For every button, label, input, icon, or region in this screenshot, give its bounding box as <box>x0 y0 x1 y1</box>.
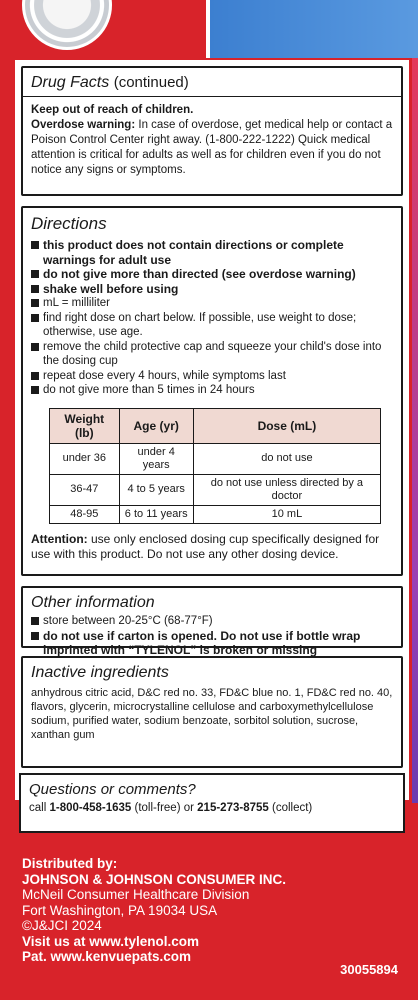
questions-title: Questions or comments? <box>29 781 196 798</box>
product-code: 30055894 <box>340 962 398 977</box>
table-header-cell: Age (yr) <box>119 408 193 443</box>
facts-title <box>31 74 393 92</box>
seal-icon <box>22 0 112 50</box>
dosing-table <box>49 408 381 524</box>
patents-link: Pat. www.kenvuepats.com <box>22 949 192 964</box>
other-info-box <box>21 586 403 657</box>
edge-stripe <box>412 58 418 803</box>
table-cell: 4 to 5 years <box>119 474 193 505</box>
facts-box <box>21 66 403 196</box>
keep-out-text: Keep out of reach of children. <box>31 104 194 116</box>
table-header-cell: Weight (lb) <box>50 408 120 443</box>
direction-item: shake well before using <box>31 282 393 297</box>
other-info-item: store between 20-25°C (68-77°F) <box>31 614 393 629</box>
top-strip <box>0 0 418 58</box>
direction-item: find right dose on chart below. If possible, use weight to dose; otherwise, use age. <box>31 311 393 340</box>
table-row <box>50 443 381 474</box>
direction-item: do not give more than directed (see overdose warning) <box>31 267 393 282</box>
company-address: Fort Washington, PA 19034 USA <box>22 902 218 918</box>
overdose-text: In case of overdose, get medical help or contact a Poison Control Center right away. (1-800-222-1222) Quick medical attention is critical for adults as well as for children even if you do not notice any signs or symptoms. <box>31 119 393 176</box>
questions-text <box>29 801 395 816</box>
direction-item: mL = milliliter <box>31 296 393 311</box>
drug-facts-panel <box>13 58 411 802</box>
directions-list <box>31 238 393 398</box>
direction-item: do not give more than 5 times in 24 hours <box>31 383 393 398</box>
direction-item: remove the child protective cap and squeeze your child's dose into the dosing cup <box>31 340 393 369</box>
facts-title-text: Drug Facts <box>31 74 110 91</box>
dosing-table-header <box>50 408 381 443</box>
phone-collect-note: (collect) <box>271 802 313 814</box>
company-name: JOHNSON & JOHNSON CONSUMER INC. <box>22 871 287 887</box>
directions-box <box>21 206 403 576</box>
blue-band <box>206 0 418 58</box>
distributed-by: Distributed by: <box>22 856 118 871</box>
table-cell: do not use <box>193 443 380 474</box>
table-cell: do not use unless directed by a doctor <box>193 474 380 505</box>
other-info-title: Other information <box>31 594 155 611</box>
division-name: McNeil Consumer Healthcare Division <box>22 887 250 902</box>
dosing-table-body <box>50 443 381 523</box>
direction-item: this product does not contain directions or complete warnings for adult use <box>31 238 393 267</box>
attention-note <box>31 532 393 562</box>
other-info-item: do not use if carton is opened. Do not use if bottle wrap imprinted with “TYLENOL” is broken or missing <box>31 629 393 658</box>
attention-text: use only enclosed dosing cup specifically designed for use with this product. Do not use any other dosing device. <box>31 531 380 561</box>
attention-label: Attention: <box>31 531 88 546</box>
overdose-label: Overdose warning: <box>31 119 136 131</box>
table-cell: under 4 years <box>119 443 193 474</box>
table-row <box>50 474 381 505</box>
inactive-text: anhydrous citric acid, D&C red no. 33, FD&C blue no. 1, FD&C red no. 40, flavors, glycerin, microcrystalline cellulose and carboxymethylcellulose sodium, purified water, sodium benzoate, sorbitol solution, sucrose, xanthan gum <box>31 687 393 741</box>
table-row <box>50 505 381 523</box>
inactive-title: Inactive ingredients <box>31 664 169 681</box>
table-cell: 36-47 <box>50 474 120 505</box>
table-cell: under 36 <box>50 443 120 474</box>
table-cell: 10 mL <box>193 505 380 523</box>
table-cell: 6 to 11 years <box>119 505 193 523</box>
directions-title: Directions <box>31 214 107 233</box>
website-link: Visit us at www.tylenol.com <box>22 933 200 949</box>
questions-card <box>19 773 405 833</box>
overdose-warning <box>31 118 393 178</box>
table-cell: 48-95 <box>50 505 120 523</box>
phone-collect: 215-273-8755 <box>197 802 269 814</box>
facts-title-suffix: (continued) <box>113 74 189 91</box>
distribution-info <box>22 856 286 965</box>
inactive-box <box>21 656 403 768</box>
copyright: ©J&JCI 2024 <box>22 918 102 933</box>
phone-tollfree-note: (toll-free) or <box>134 802 194 814</box>
direction-item: repeat dose every 4 hours, while symptoms last <box>31 369 393 384</box>
divider <box>23 96 401 97</box>
table-header-cell: Dose (mL) <box>193 408 380 443</box>
phone-tollfree: 1-800-458-1635 <box>49 802 132 814</box>
other-info-list <box>31 614 393 658</box>
call-label: call <box>29 802 47 814</box>
